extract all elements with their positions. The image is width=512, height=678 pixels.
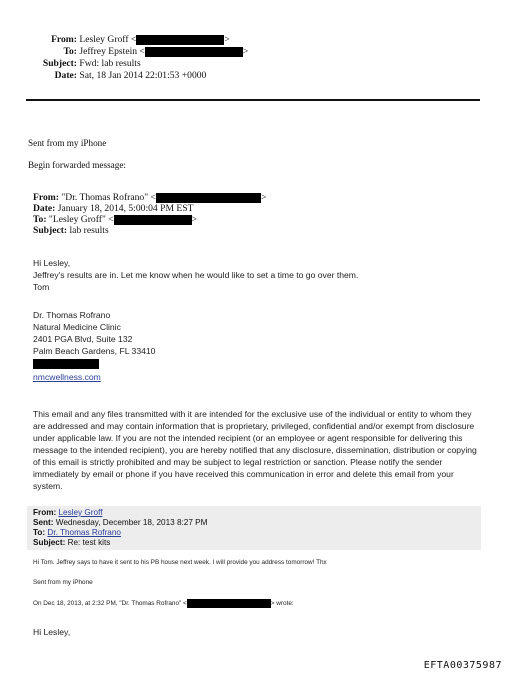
forwarded-date-row — [33, 203, 193, 214]
redaction-block — [33, 359, 99, 369]
reply-sent-label: Sent: — [33, 518, 54, 527]
reply-body-line: Hi Tom. Jeffrey says to have it sent to his PB house next week. I will provide you address tomorrow! Thx — [33, 559, 327, 566]
header-from-label: From: — [51, 34, 77, 45]
forwarded-to-row: To: "Lesley Groff" < > — [33, 214, 198, 225]
reply-from-link[interactable]: Lesley Groff — [58, 508, 103, 517]
signature-clinic: Natural Medicine Clinic — [33, 322, 121, 332]
header-to-row: To: Jeffrey Epstein < > — [46, 46, 248, 58]
signature-website-link[interactable]: nmcwellness.com — [33, 372, 101, 382]
forwarded-subject-row — [33, 225, 109, 236]
signature-name: Dr. Thomas Rofrano — [33, 310, 111, 320]
forwarded-subject-value: lab results — [69, 225, 109, 236]
document-id: EFTA00375987 — [423, 660, 502, 671]
forwarded-date-label: Date: — [33, 203, 56, 214]
forwarded-date-value: January 18, 2014, 5:00:04 PM EST — [57, 203, 194, 214]
message-greeting: Hi Lesley, — [33, 258, 71, 268]
redaction-block — [114, 215, 192, 225]
forwarded-to-label: To: — [33, 214, 47, 225]
forwarded-from-label: From: — [33, 192, 59, 203]
forwarded-subject-label: Subject: — [33, 225, 68, 236]
header-date-label: Date: — [54, 70, 77, 81]
message-line: Jeffrey's results are in. Let me know when he would like to set a time to go over them. — [33, 270, 359, 280]
forwarded-from-row: From: "Dr. Thomas Rofrano" < > — [33, 192, 267, 203]
begin-forwarded-message: Begin forwarded message: — [28, 160, 126, 170]
reply-to-link[interactable]: Dr. Thomas Rofrano — [47, 528, 121, 537]
header-subject-label: Subject: — [42, 58, 77, 69]
redaction-block — [136, 35, 224, 45]
reply-from-label: From: — [33, 508, 57, 517]
quoted-greeting: Hi Lesley, — [33, 627, 71, 637]
reply-subject-row — [33, 538, 110, 548]
redaction-block — [156, 193, 261, 203]
signature-address-line2: Palm Beach Gardens, FL 33410 — [33, 346, 156, 356]
reply-sent-from-iphone: Sent from my iPhone — [33, 579, 93, 586]
header-date-row — [46, 70, 206, 82]
header-subject-value: Fwd: lab results — [79, 58, 141, 69]
header-subject-row — [38, 58, 141, 70]
header-to-label: To: — [63, 46, 77, 57]
signature-address-line1: 2401 PGA Blvd, Suite 132 — [33, 334, 133, 344]
confidentiality-disclaimer: This email and any files transmitted with it are intended for the exclusive use of the individual or entity to whom they are addressed and may contain information that is proprietary, privileged, confidential and/or exempt from disclosure under applicable law. If you are not the intended recipient (or an employee or agent responsible for delivering this message to the intended recipient), you are hereby notified that any disclosure, dissemination, distribution or copying of this email is strictly prohibited and may be subject to legal restriction or sanction. Please notify the sender immediately by email or phone if you have received this communication in error and delete this email from your system. — [33, 409, 477, 491]
reply-to-row — [33, 528, 121, 538]
header-divider — [26, 99, 480, 101]
reply-from-row — [33, 508, 102, 518]
header-from-value: Lesley Groff < — [79, 34, 137, 45]
quoted-attribution-line: On Dec 18, 2013, at 2:32 PM, "Dr. Thomas Rofrano" < > wrote: — [33, 600, 294, 608]
redaction-block — [187, 599, 271, 608]
header-date-value: Sat, 18 Jan 2014 22:01:53 +0000 — [79, 70, 207, 81]
header-from-row: From: Lesley Groff < > — [46, 34, 230, 46]
reply-sent-row — [33, 518, 207, 528]
reply-subject-value: Re: test kits — [67, 538, 111, 547]
redaction-block — [145, 47, 243, 57]
sent-from-iphone: Sent from my iPhone — [28, 138, 107, 148]
reply-sent-value: Wednesday, December 18, 2013 8:27 PM — [55, 518, 208, 527]
header-to-value: Jeffrey Epstein < — [79, 46, 145, 57]
forwarded-from-value: "Dr. Thomas Rofrano" < — [61, 192, 156, 203]
reply-subject-label: Subject: — [33, 538, 66, 547]
forwarded-to-value: "Lesley Groff" < — [48, 214, 114, 225]
reply-to-label: To: — [33, 528, 46, 537]
message-signoff: Tom — [33, 282, 50, 292]
